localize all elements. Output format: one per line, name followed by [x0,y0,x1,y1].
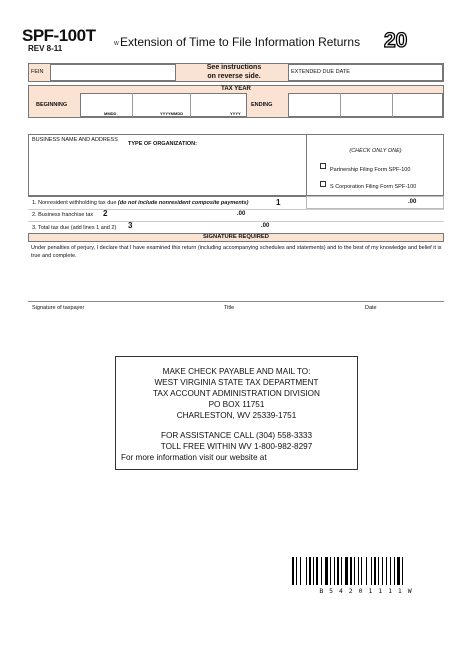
barcode-bar [306,557,307,585]
barcode-bar [354,557,355,585]
barcode-bar [361,557,362,585]
partnership-checkbox[interactable] [320,163,326,169]
barcode-bar [378,557,379,585]
divider [132,93,133,117]
line-3-number: 3 [128,221,133,230]
barcode-bar [292,557,294,585]
signature-required-header: SIGNATURE REQUIRED [203,234,269,240]
mailing-text [115,366,358,463]
line-1-amount-input[interactable] [306,196,444,209]
yyyy-hint: YYYY [230,111,241,116]
check-only-one-note [307,148,444,154]
yyyymmdd-hint: YYYYMMDD [160,111,184,116]
barcode-bar [394,557,395,585]
fein-label: FEIN [31,69,44,75]
barcode-bar [371,557,372,585]
barcode-bar [316,557,318,585]
beginning-label: BEGINNING [36,102,68,108]
business-name-address-input[interactable] [29,148,305,195]
line-1-cents: .00 [408,199,417,205]
barcode-bar [397,557,400,585]
fein-input[interactable] [50,64,176,81]
mail-line-5: CHARLESTON, WV 25339-1751 [176,411,297,420]
instructions-note [186,63,282,81]
barcode-bar [334,557,335,585]
signature-input[interactable] [28,284,218,301]
divider [340,93,341,117]
line-3-cents: .00 [261,223,270,229]
ending-date-input[interactable] [288,93,443,117]
barcode-bar [386,557,387,585]
mail-line-1: MAKE CHECK PAYABLE AND MAIL TO: [162,367,311,376]
form-year: 20 [384,29,408,52]
line-1-label [32,200,248,206]
instructions-line-1: See instructions [206,64,262,71]
mail-line-6: FOR ASSISTANCE CALL (304) 558-3333 [160,431,313,440]
barcode [292,557,440,585]
line-1-note: (do not include nonresident composite payments) [117,200,249,206]
title-label: Title [224,305,235,311]
date-input[interactable] [365,284,444,301]
line-2-amount-input[interactable] [140,209,250,221]
barcode-bar [313,557,314,585]
divider [392,93,393,117]
form-title: Extension of Time to File Information Returns [120,35,361,49]
mail-line-7: TOLL FREE WITHIN WV 1-800-982-8297 [160,442,313,451]
perjury-statement: Under penalties of perjury, I declare that I have examined this return (including accompanying schedules and statements) and to the best of my knowledge and belief it is true and complete. [31,245,442,259]
type-of-organization-label: TYPE OF ORGANIZATION: [128,141,197,147]
extended-due-date-label: EXTENDED DUE DATE [291,69,350,75]
small-w-mark: W [114,41,119,47]
barcode-bar [341,557,342,585]
line-3-label: 3. Total tax due (add lines 1 and 2) [32,225,117,231]
s-corporation-checkbox[interactable] [320,181,326,187]
line-3-amount-input[interactable] [160,221,275,233]
title-input[interactable] [224,284,359,301]
mail-line-8: For more information visit our website at [121,453,267,462]
business-name-address-label: BUSINESS NAME AND ADDRESS [32,137,118,143]
mmdd-hint: MMDD [104,111,117,116]
line-1-text: 1. Nonresident withholding tax due [32,200,118,206]
mail-line-3: TAX ACCOUNT ADMINISTRATION DIVISION [153,389,320,398]
divider [190,93,191,117]
barcode-bar [366,557,367,585]
barcode-bar [296,557,297,585]
barcode-bar [345,557,348,585]
barcode-bar [374,557,376,585]
barcode-bar [321,557,322,585]
barcode-bar [350,557,352,585]
ending-label: ENDING [251,102,273,108]
barcode-bar [402,557,403,585]
form-id: SPF-100T [22,26,96,45]
tax-year-header: TAX YEAR [221,86,251,92]
barcode-bar [309,557,311,585]
line-2-label: 2. Business franchise tax [32,212,94,218]
line-2-number: 2 [103,209,108,218]
barcode-bar [337,557,339,585]
barcode-bar [325,557,328,585]
divider [306,134,307,196]
barcode-bar [390,557,391,585]
mail-line-4: PO BOX 11751 [208,400,265,409]
line-2-cents: .00 [237,211,246,217]
check-only-one-text: (CHECK ONLY ONE) [349,148,402,154]
line-1-number: 1 [276,198,281,207]
instructions-line-2: on reverse side. [207,73,261,80]
barcode-bar [330,557,331,585]
signature-label: Signature of taxpayer [32,305,85,311]
revision-label: REV 8-11 [28,44,63,53]
barcode-bar [300,557,301,585]
barcode-bar [358,557,359,585]
signature-line [28,301,444,302]
s-corporation-option-label: S Corporation Filing Form SPF-100 [330,184,417,190]
barcode-text: B 5 4 2 0 1 1 1 1 W [319,587,413,595]
date-label: Date [365,305,377,311]
barcode-bar [382,557,383,585]
partnership-option-label: Partnership Filing Form SPF-100 [330,167,411,173]
mail-line-2: WEST VIRGINIA STATE TAX DEPARTMENT [154,378,319,387]
